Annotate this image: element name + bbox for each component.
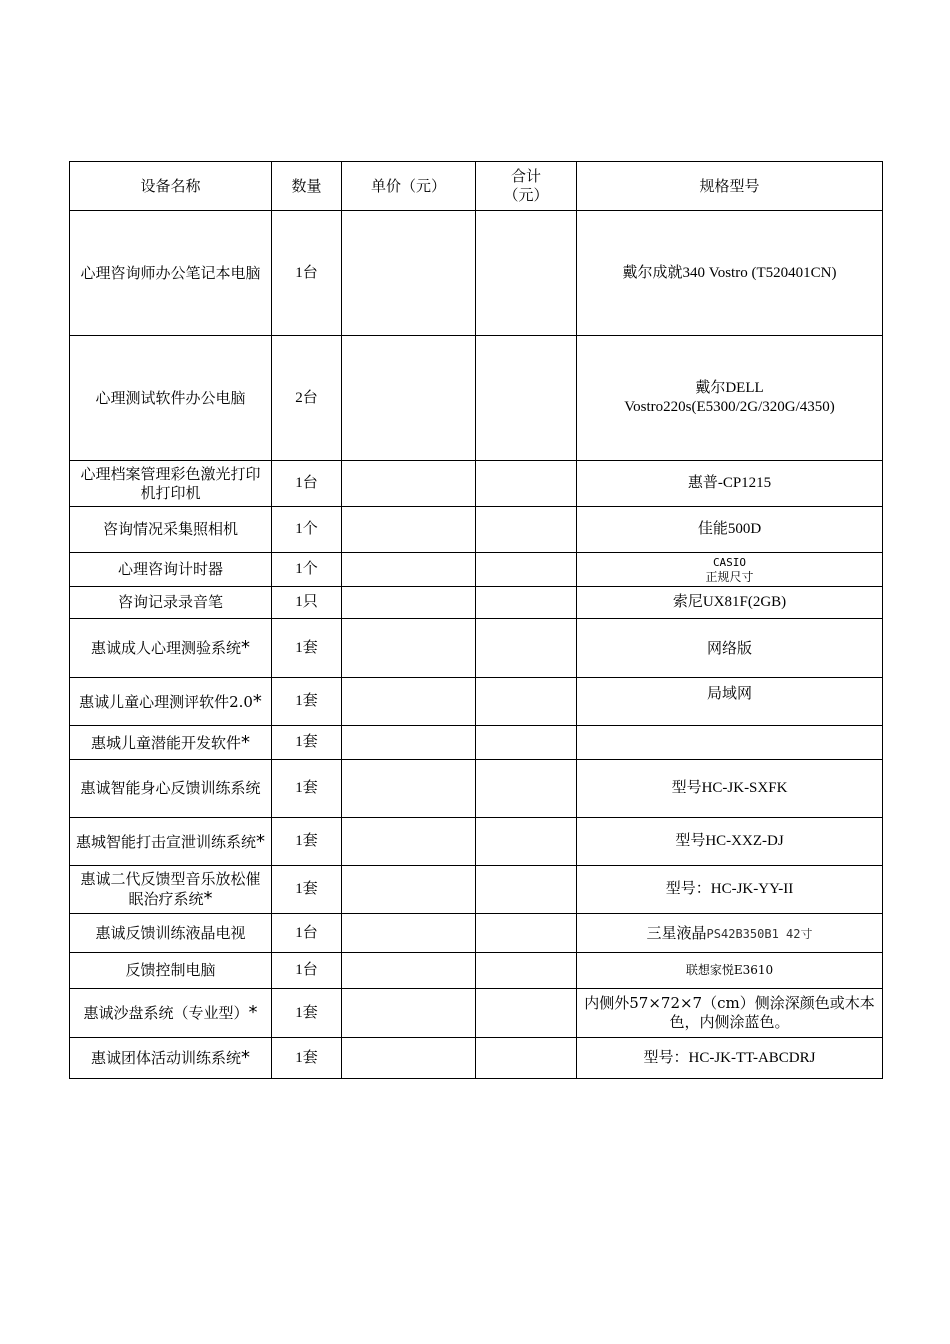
- item-name-text: 惠诚二代反馈型音乐放松催眠治疗系统: [80, 870, 261, 908]
- item-unit-price: [342, 760, 476, 818]
- item-total: [476, 953, 577, 989]
- item-spec: 局域网: [577, 678, 883, 726]
- table-row: [70, 866, 883, 914]
- item-spec: 型号HC-XXZ-DJ: [577, 818, 883, 866]
- item-total: [476, 507, 577, 553]
- item-name: 咨询记录录音笔: [70, 587, 272, 619]
- item-qty: 1个: [272, 553, 342, 587]
- item-qty: 1套: [272, 866, 342, 914]
- item-name-text: 惠诚团体活动训练系统: [90, 1049, 241, 1067]
- table-row: [70, 211, 883, 336]
- item-spec: [577, 553, 883, 587]
- item-name: [70, 818, 272, 866]
- item-name: [70, 726, 272, 760]
- spec-text: 三星液晶: [646, 923, 707, 942]
- item-unit-price: [342, 336, 476, 461]
- item-spec: 索尼UX81F(2GB): [577, 587, 883, 619]
- item-spec: 戴尔DELL Vostro220s(E5300/2G/320G/4350): [577, 336, 883, 461]
- table-row: [70, 587, 883, 619]
- item-spec: 型号HC-JK-SXFK: [577, 760, 883, 818]
- item-name-text: 惠诚成人心理测验系统: [90, 639, 241, 657]
- item-qty: 1套: [272, 726, 342, 760]
- item-total: [476, 726, 577, 760]
- item-name-text: 惠诚沙盘系统（专业型）: [83, 1004, 249, 1022]
- asterisk-mark: *: [252, 690, 262, 712]
- item-spec: 型号：HC-JK-YY-II: [577, 866, 883, 914]
- item-spec: 佳能500D: [577, 507, 883, 553]
- item-name: [70, 989, 272, 1038]
- item-spec: 网络版: [577, 619, 883, 678]
- item-name: 反馈控制电脑: [70, 953, 272, 989]
- item-name: 心理咨询师办公笔记本电脑: [70, 211, 272, 336]
- item-unit-price: [342, 211, 476, 336]
- item-total: [476, 866, 577, 914]
- table-row: [70, 553, 883, 587]
- item-name: [70, 619, 272, 678]
- header-qty: 数量: [272, 162, 342, 211]
- asterisk-mark: *: [248, 1002, 258, 1023]
- item-qty: 1只: [272, 587, 342, 619]
- table-row: [70, 989, 883, 1038]
- item-unit-price: [342, 553, 476, 587]
- asterisk-mark: *: [241, 637, 250, 658]
- item-unit-price: [342, 587, 476, 619]
- item-spec: [577, 726, 883, 760]
- table-row: [70, 678, 883, 726]
- table-row: [70, 914, 883, 953]
- item-name: 心理测试软件办公电脑: [70, 336, 272, 461]
- item-qty: 1套: [272, 760, 342, 818]
- item-unit-price: [342, 953, 476, 989]
- item-unit-price: [342, 989, 476, 1038]
- item-total: [476, 760, 577, 818]
- item-qty: 1套: [272, 619, 342, 678]
- item-unit-price: [342, 1038, 476, 1079]
- item-spec: 戴尔成就340 Vostro (T520401CN): [577, 211, 883, 336]
- item-unit-price: [342, 866, 476, 914]
- item-total: [476, 818, 577, 866]
- item-qty: 1个: [272, 507, 342, 553]
- item-name: [70, 866, 272, 914]
- asterisk-mark: *: [256, 830, 266, 852]
- item-total: [476, 553, 577, 587]
- table-row: [70, 953, 883, 989]
- item-qty: 1台: [272, 914, 342, 953]
- header-name: 设备名称: [70, 162, 272, 211]
- item-qty: 1套: [272, 1038, 342, 1079]
- item-qty: 1台: [272, 211, 342, 336]
- item-total: [476, 1038, 577, 1079]
- asterisk-mark: *: [241, 1047, 250, 1068]
- table-row: [70, 726, 883, 760]
- table-row: [70, 619, 883, 678]
- item-name: 惠诚反馈训练液晶电视: [70, 914, 272, 953]
- table-row: [70, 507, 883, 553]
- asterisk-mark: *: [203, 888, 213, 909]
- item-qty: 1套: [272, 989, 342, 1038]
- item-qty: 1套: [272, 818, 342, 866]
- item-total: [476, 587, 577, 619]
- table-row: [70, 818, 883, 866]
- item-name: [70, 1038, 272, 1079]
- item-unit-price: [342, 507, 476, 553]
- item-qty: 1台: [272, 953, 342, 989]
- header-total: 合计（元）: [476, 162, 577, 211]
- item-name-text: 惠诚儿童心理测评软件2.0: [79, 692, 253, 711]
- item-name: 心理档案管理彩色激光打印机打印机: [70, 461, 272, 507]
- item-spec: 惠普-CP1215: [577, 461, 883, 507]
- item-name: 心理咨询计时器: [70, 553, 272, 587]
- header-row: [70, 162, 883, 211]
- item-name: 惠诚智能身心反馈训练系统: [70, 760, 272, 818]
- item-unit-price: [342, 461, 476, 507]
- item-name: 咨询情况采集照相机: [70, 507, 272, 553]
- table-row: [70, 461, 883, 507]
- spec-line: CASIO: [712, 555, 747, 569]
- item-name: [70, 678, 272, 726]
- item-total: [476, 678, 577, 726]
- item-unit-price: [342, 726, 476, 760]
- table-row: [70, 760, 883, 818]
- asterisk-mark: *: [241, 731, 250, 753]
- item-unit-price: [342, 678, 476, 726]
- item-unit-price: [342, 914, 476, 953]
- item-total: [476, 336, 577, 461]
- spec-line: 正规尺寸: [705, 569, 754, 584]
- spec-model: PS42B350B1 42寸: [706, 926, 813, 941]
- equipment-table: [69, 161, 883, 1079]
- item-unit-price: [342, 619, 476, 678]
- item-name-text: 惠城智能打击宣泄训练系统: [76, 832, 257, 851]
- item-total: [476, 989, 577, 1038]
- item-total: [476, 914, 577, 953]
- table-row: [70, 1038, 883, 1079]
- item-spec: 型号：HC-JK-TT-ABCDRJ: [577, 1038, 883, 1079]
- item-qty: 1台: [272, 461, 342, 507]
- item-name-text: 惠城儿童潜能开发软件: [90, 733, 241, 752]
- item-spec: 内侧外57×72×7（cm）侧涂深颜色或木本色，内侧涂蓝色。: [577, 989, 883, 1038]
- table-row: [70, 336, 883, 461]
- item-qty: 2台: [272, 336, 342, 461]
- item-total: [476, 211, 577, 336]
- item-qty: 1套: [272, 678, 342, 726]
- item-spec: 联想家悦E3610: [577, 953, 883, 989]
- header-unit-price: 单价（元）: [342, 162, 476, 211]
- item-unit-price: [342, 818, 476, 866]
- header-spec: 规格型号: [577, 162, 883, 211]
- item-total: [476, 461, 577, 507]
- item-spec: [577, 914, 883, 953]
- item-total: [476, 619, 577, 678]
